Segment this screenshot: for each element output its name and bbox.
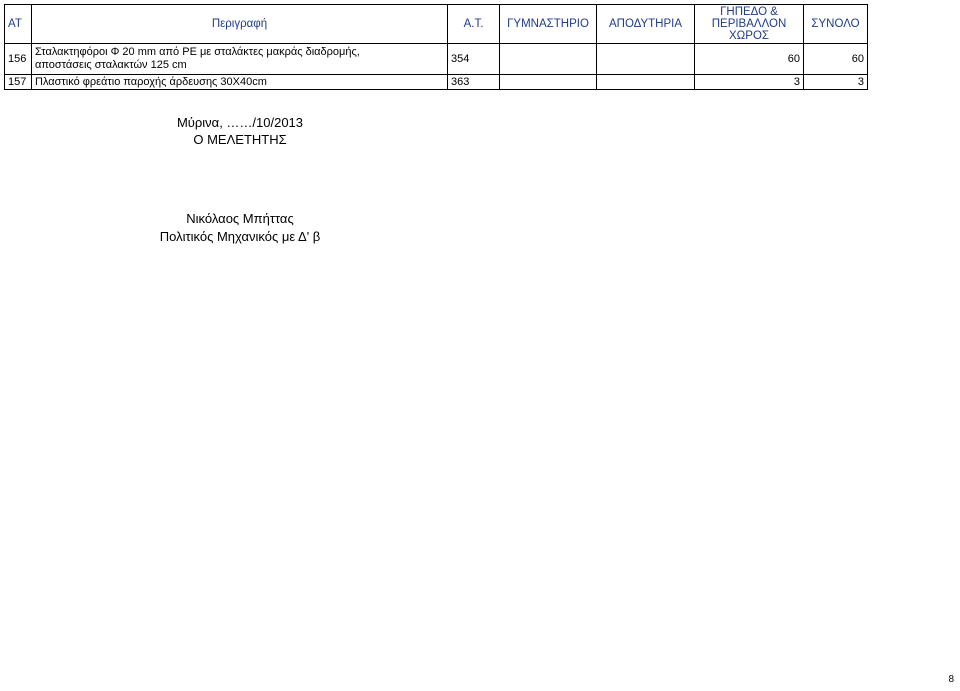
row-total: 3 xyxy=(804,75,868,90)
row-total: 60 xyxy=(804,44,868,75)
row-description xyxy=(32,44,448,75)
signatory-name: Νικόλαος Μπήττας xyxy=(186,211,294,226)
place-date: Μύρινα, ……/10/2013 xyxy=(176,115,304,130)
row-at: 157 xyxy=(5,75,32,90)
row-at: 156 xyxy=(5,44,32,75)
header-description: Περιγραφή xyxy=(32,5,448,44)
header-at-code: Α.Τ. xyxy=(448,5,500,44)
header-field-surroundings: ΓΗΠΕΔΟ & ΠΕΡΙΒΑΛΛΟΝ ΧΩΡΟΣ xyxy=(695,5,804,44)
table-row xyxy=(5,75,868,90)
table-row xyxy=(5,44,868,75)
row-field-surroundings: 3 xyxy=(695,75,804,90)
header-total: ΣΥΝΟΛΟ xyxy=(804,5,868,44)
row-gym xyxy=(500,75,597,90)
row-changing-rooms xyxy=(597,75,695,90)
row-field-surroundings: 60 xyxy=(695,44,804,75)
row-changing-rooms xyxy=(597,44,695,75)
row-code: 354 xyxy=(448,44,500,75)
header-at: ΑΤ xyxy=(5,5,32,44)
row-gym xyxy=(500,44,597,75)
signatory-title: Πολιτικός Μηχανικός με Δ' β xyxy=(159,229,321,244)
row-description: Πλαστικό φρεάτιο παροχής άρδευσης 30Χ40cm xyxy=(32,75,448,90)
signatory-role: Ο ΜΕΛΕΤΗΤΗΣ xyxy=(193,132,287,147)
header-changing-rooms: ΑΠΟΔΥΤΗΡΙΑ xyxy=(597,5,695,44)
row-description-line: Σταλακτηφόροι Φ 20 mm από PE με σταλάκτες μακράς διαδρομής, xyxy=(35,46,360,58)
page-number: 8 xyxy=(948,674,954,685)
table-header-row xyxy=(5,5,868,44)
row-description-line: αποστάσεις σταλακτών 125 cm xyxy=(35,59,187,71)
bill-of-quantities-table xyxy=(4,4,868,90)
header-gym: ΓΥΜΝΑΣΤΗΡΙΟ xyxy=(500,5,597,44)
row-code: 363 xyxy=(448,75,500,90)
